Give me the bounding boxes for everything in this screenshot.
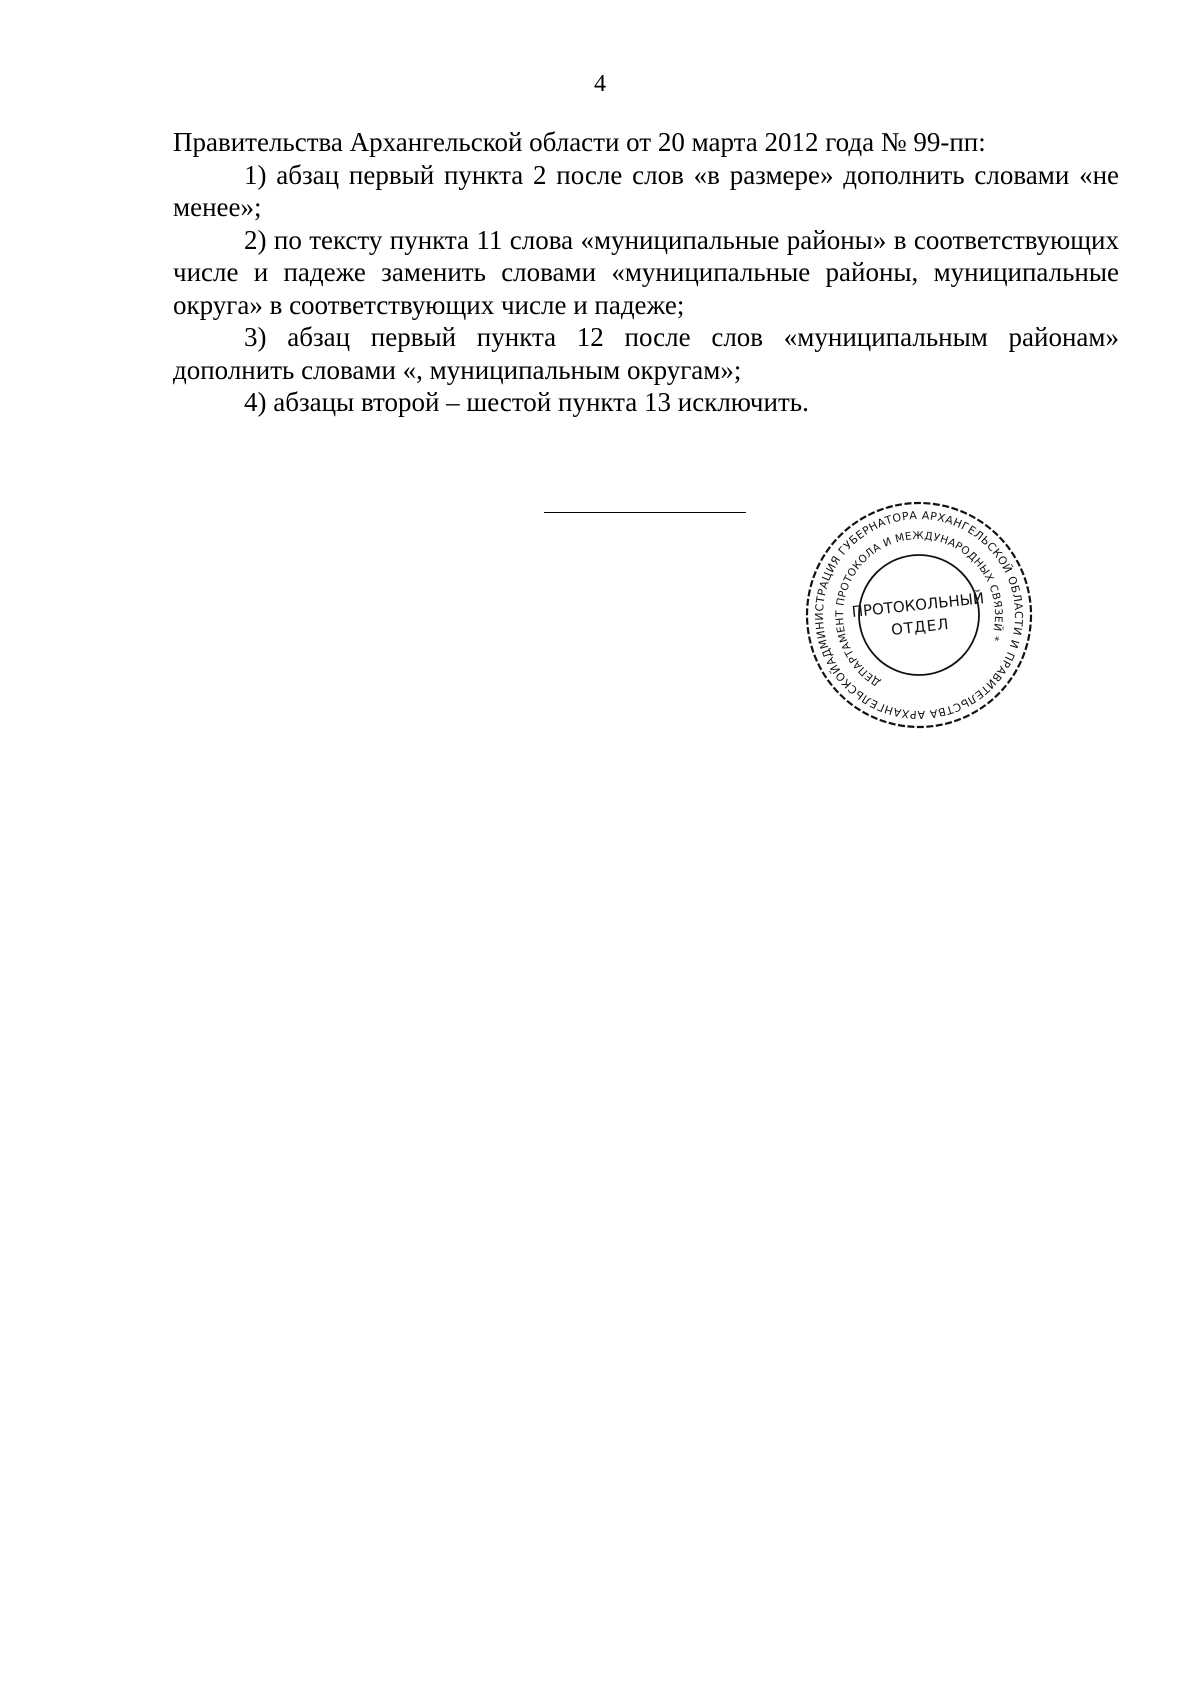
seal-ring-text: АДМИНИСТРАЦИЯ ГУБЕРНАТОРА АРХАНГЕЛЬСКОЙ ОБЛАСТИ И ПРАВИТЕЛЬСТВА АРХАНГЕЛЬСКОЙ [812, 508, 1026, 722]
official-seal-stamp [804, 500, 1034, 730]
seal-center-line-1: ПРОТОКОЛЬНЫЙ [850, 589, 985, 621]
amendment-item-1: 1) абзац первый пункта 2 после слов «в размере» дополнить словами «не менее»; [173, 159, 1119, 222]
seal-center-line-2: ОТДЕЛ [890, 614, 951, 639]
document-body [173, 126, 1119, 419]
page-number: 4 [594, 71, 606, 97]
amendment-item-2: 2) по тексту пункта 11 слова «муниципальные районы» в соответствующих числе и падеже заменить словами «муниципальные районы, муниципальные округа» в соответствующих числе и падеже; [173, 224, 1119, 320]
svg-text:ДЕПАРТАМЕНТ ПРОТОКОЛА И МЕЖДУН [804, 500, 1034, 730]
amendment-item-4: 4) абзацы второй – шестой пункта 13 исключить. [244, 387, 809, 417]
intro-paragraph: Правительства Архангельской области от 20 марта 2012 года № 99-пп: [173, 127, 986, 157]
amendment-item-3: 3) абзац первый пункта 12 после слов «муниципальным районам» дополнить словами «, муниципальным округам»; [173, 322, 1119, 385]
seal-inner-ring-text: ДЕПАРТАМЕНТ ПРОТОКОЛА И МЕЖДУНАРОДНЫХ СВЯЗЕЙ * [833, 529, 1005, 689]
end-separator-line [544, 512, 746, 513]
